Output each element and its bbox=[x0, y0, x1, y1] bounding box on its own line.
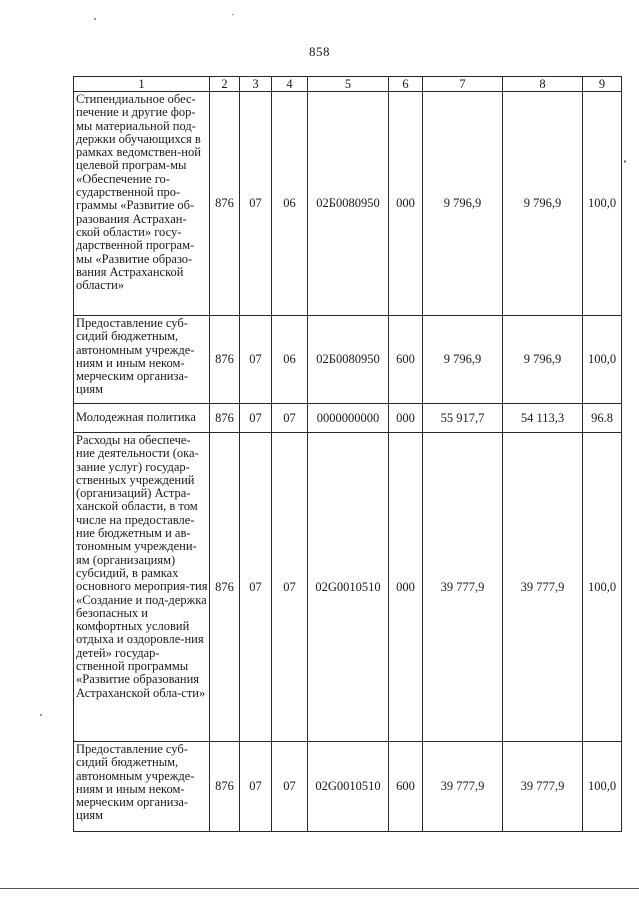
cell-expense-type: 000 bbox=[389, 404, 423, 433]
cell-subsection: 06 bbox=[272, 316, 308, 404]
column-header-5: 5 bbox=[308, 77, 389, 92]
cell-planned: 9 796,9 bbox=[423, 316, 503, 404]
cell-target-article: 0000000000 bbox=[308, 404, 389, 433]
cell-expense-type: 000 bbox=[389, 433, 423, 742]
table-row bbox=[74, 92, 622, 316]
column-header-2: 2 bbox=[210, 77, 240, 92]
cell-executed: 9 796,9 bbox=[503, 92, 583, 316]
cell-subsection: 07 bbox=[272, 742, 308, 832]
page-bottom-edge bbox=[0, 888, 639, 889]
scan-speck bbox=[40, 714, 42, 716]
cell-executed: 54 113,3 bbox=[503, 404, 583, 433]
column-header-4: 4 bbox=[272, 77, 308, 92]
column-header-6: 6 bbox=[389, 77, 423, 92]
cell-subsection: 07 bbox=[272, 433, 308, 742]
cell-admin-code: 876 bbox=[210, 404, 240, 433]
table-row bbox=[74, 404, 622, 433]
cell-section: 07 bbox=[240, 316, 272, 404]
cell-admin-code: 876 bbox=[210, 433, 240, 742]
table-row bbox=[74, 742, 622, 832]
cell-expense-type: 600 bbox=[389, 742, 423, 832]
cell-percent: 100,0 bbox=[583, 316, 622, 404]
cell-expense-type: 000 bbox=[389, 92, 423, 316]
cell-planned: 9 796,9 bbox=[423, 92, 503, 316]
cell-section: 07 bbox=[240, 742, 272, 832]
cell-planned: 55 917,7 bbox=[423, 404, 503, 433]
cell-percent: 100,0 bbox=[583, 742, 622, 832]
cell-section: 07 bbox=[240, 433, 272, 742]
cell-admin-code: 876 bbox=[210, 316, 240, 404]
row-name: Предоставление суб-сидий бюджетным, автономным учрежде-ниям и иным неком-мерческим организа-циям bbox=[74, 316, 210, 404]
cell-expense-type: 600 bbox=[389, 316, 423, 404]
column-header-8: 8 bbox=[503, 77, 583, 92]
cell-planned: 39 777,9 bbox=[423, 742, 503, 832]
cell-percent: 96.8 bbox=[583, 404, 622, 433]
cell-executed: 39 777,9 bbox=[503, 433, 583, 742]
cell-planned: 39 777,9 bbox=[423, 433, 503, 742]
table-row bbox=[74, 316, 622, 404]
cell-subsection: 07 bbox=[272, 404, 308, 433]
scan-speck bbox=[232, 14, 234, 15]
scan-speck bbox=[94, 18, 96, 20]
cell-percent: 100,0 bbox=[583, 433, 622, 742]
header-row bbox=[74, 77, 622, 92]
cell-target-article: 02Б0080950 bbox=[308, 92, 389, 316]
row-name: Предоставление суб-сидий бюджетным, автономным учрежде-ниям и иным неком-мерческим организа-циям bbox=[74, 742, 210, 832]
column-header-1: 1 bbox=[74, 77, 210, 92]
cell-target-article: 02Б0080950 bbox=[308, 316, 389, 404]
row-name: Молодежная политика bbox=[74, 404, 210, 433]
row-name: Расходы на обеспече-ние деятельности (ока-зание услуг) государ-ственных учреждений (организаций) Астра-ханской области, в том числе на предоставле-ние бюджетным и ав-тономным учреждени-ям (организациям) субсидий, в рамках основного мероприя-тия «Создание и под-держка безопасных и комфортных условий отдыха и оздоровле-ния детей» государ-ственной программы «Развитие образования Астраханской обла-сти» bbox=[74, 433, 210, 742]
budget-table bbox=[73, 76, 622, 832]
cell-admin-code: 876 bbox=[210, 92, 240, 316]
cell-executed: 9 796,9 bbox=[503, 316, 583, 404]
cell-percent: 100,0 bbox=[583, 92, 622, 316]
row-name: Стипендиальное обес-печение и другие фор-мы материальной под-держки обучающихся в рамках ведомствен-ной целевой програм-мы «Обеспечение го-сударственной про-граммы «Развитие об-разования Астрахан-ской области» госу-дарственной програм-мы «Развитие образо-вания Астраханской области» bbox=[74, 92, 210, 316]
cell-target-article: 02G0010510 bbox=[308, 742, 389, 832]
cell-section: 07 bbox=[240, 92, 272, 316]
table-row bbox=[74, 433, 622, 742]
cell-admin-code: 876 bbox=[210, 742, 240, 832]
scan-speck bbox=[624, 160, 626, 163]
cell-executed: 39 777,9 bbox=[503, 742, 583, 832]
cell-section: 07 bbox=[240, 404, 272, 433]
page-number: 858 bbox=[309, 44, 330, 59]
column-header-9: 9 bbox=[583, 77, 622, 92]
cell-target-article: 02G0010510 bbox=[308, 433, 389, 742]
cell-subsection: 06 bbox=[272, 92, 308, 316]
column-header-3: 3 bbox=[240, 77, 272, 92]
column-header-7: 7 bbox=[423, 77, 503, 92]
